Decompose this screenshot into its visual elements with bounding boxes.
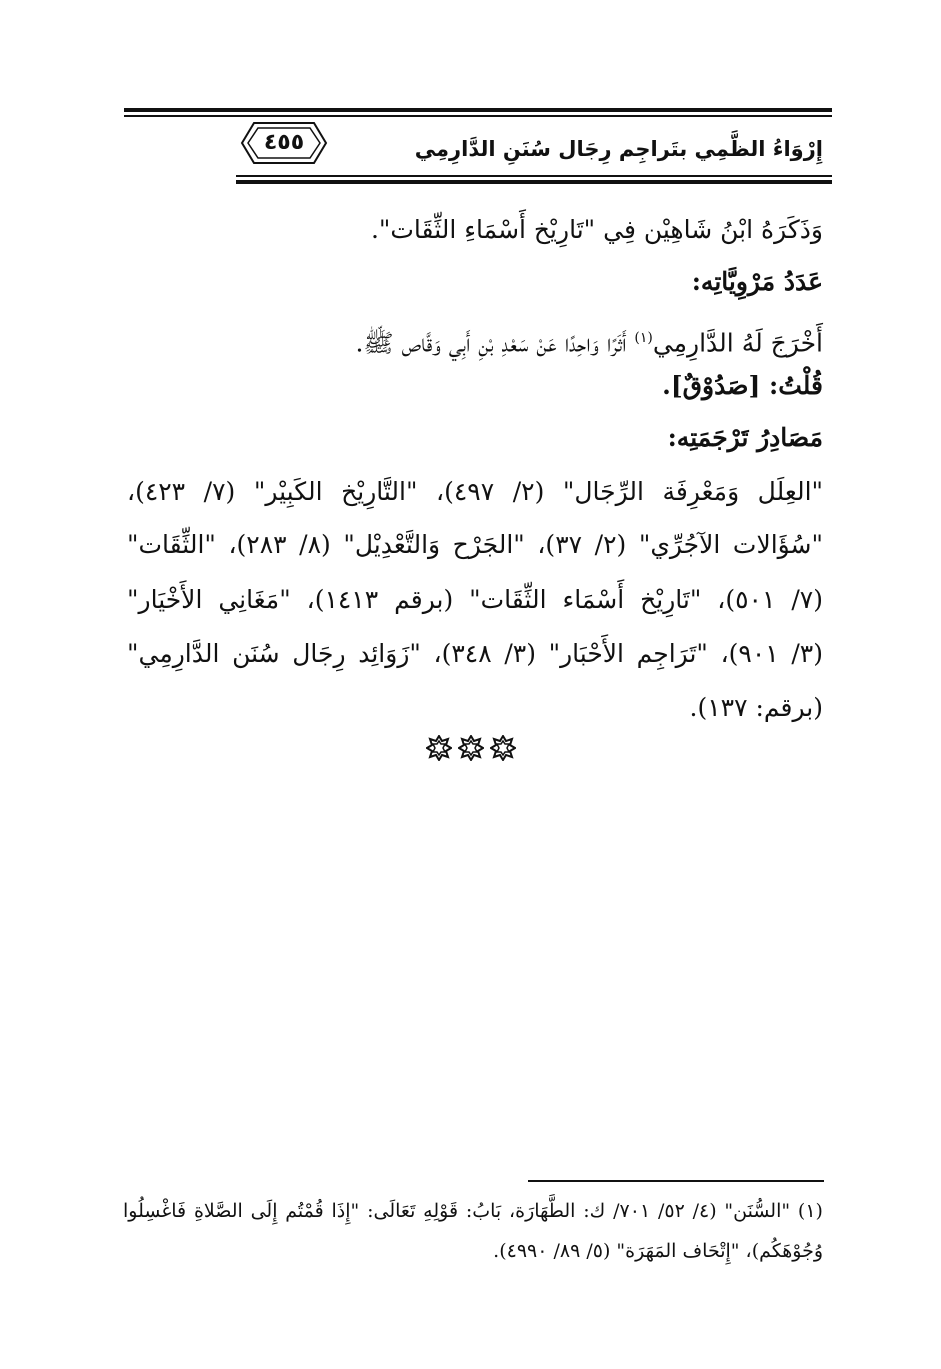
verdict-line: قُلْتُ: [صَدُوْقٌ].	[662, 371, 823, 400]
star-ornament-icon	[490, 735, 516, 761]
body-line-ibn-shahin: وَذَكَرَهُ ابْنُ شَاهِيْن فِي "تَارِيْخ أَسْمَاءِ الثِّقَات".	[370, 215, 823, 244]
footnote-line: وُجُوْهَكُم)، "إِتْحَاف المَهَرَة" (٥/ ٨٩/ ٤٩٩٠).	[493, 1240, 823, 1262]
star-ornament-icon	[458, 735, 484, 761]
sources-line: (٣/ ٩٠١)، "تَرَاجِم الأَحْبَار" (٣/ ٣٤٨)، "زَوَائِد رِجَال سُنَن الدَّارِمِي"	[127, 639, 823, 668]
sources-line: "سُؤَالات الآجُرِّي" (٢/ ٣٧)، "الجَرْح وَالتَّعْدِيْل" (٨/ ٢٨٣)، "الثِّقَات"	[127, 530, 824, 559]
header-rule-bottom-thin	[236, 175, 832, 177]
sources-line-last: (برقم: ١٣٧).	[689, 693, 823, 722]
sources-line: (٧/ ٥٠١)، "تَارِيْخ أَسْمَاء الثِّقَات" (برقم ١٤١٣)، "مَغَانِي الأَخْيَار"	[127, 585, 823, 614]
header-rule-top-thick	[124, 108, 832, 112]
riwayah-text-start: أَخْرَجَ لَهُ الدَّارِمِي	[652, 328, 823, 358]
page-number-badge	[240, 120, 328, 166]
footnote-separator	[528, 1180, 824, 1182]
running-title: إِرْوَاءُ الظَّمِي بتَراجِم رِجَال سُنَنِ الدَّارِمِي	[414, 137, 823, 161]
page-number: ٤٥٥	[263, 130, 305, 155]
riwayah-text-end: أَثَرًا وَاحِدًا عَنْ سَعْدِ بْنِ أَبِي وَقَّاص ﷺ.	[355, 328, 635, 358]
footnote-line: (١) "السُّنَن" (٤/ ٥٢/ ٧٠١/ ك: الطَّهَارَة، بَابُ: قَوْلِهِ تَعَالَى: "إِذَا قُمْتُم إِلَى الصَّلاةِ فَاغْسِلُوا	[123, 1200, 823, 1222]
body-line-riwayah	[355, 318, 823, 363]
star-ornament-icon	[426, 735, 452, 761]
section-end-ornaments	[0, 735, 941, 765]
heading-riwayat: عَدَدُ مَرْوِيَّاتِه:	[691, 267, 823, 296]
header-rule-bottom-thick	[236, 180, 832, 184]
header-rule-top-thin	[124, 115, 832, 117]
sources-line: "العِلَل وَمَعْرِفَة الرِّجَال" (٢/ ٤٩٧)، "التَّارِيْخ الكَبِيْر" (٧/ ٤٢٣)،	[127, 477, 824, 506]
heading-sources: مَصَادِرُ تَرْجَمَتِه:	[667, 423, 823, 452]
footnote-marker: (١)	[634, 330, 653, 346]
